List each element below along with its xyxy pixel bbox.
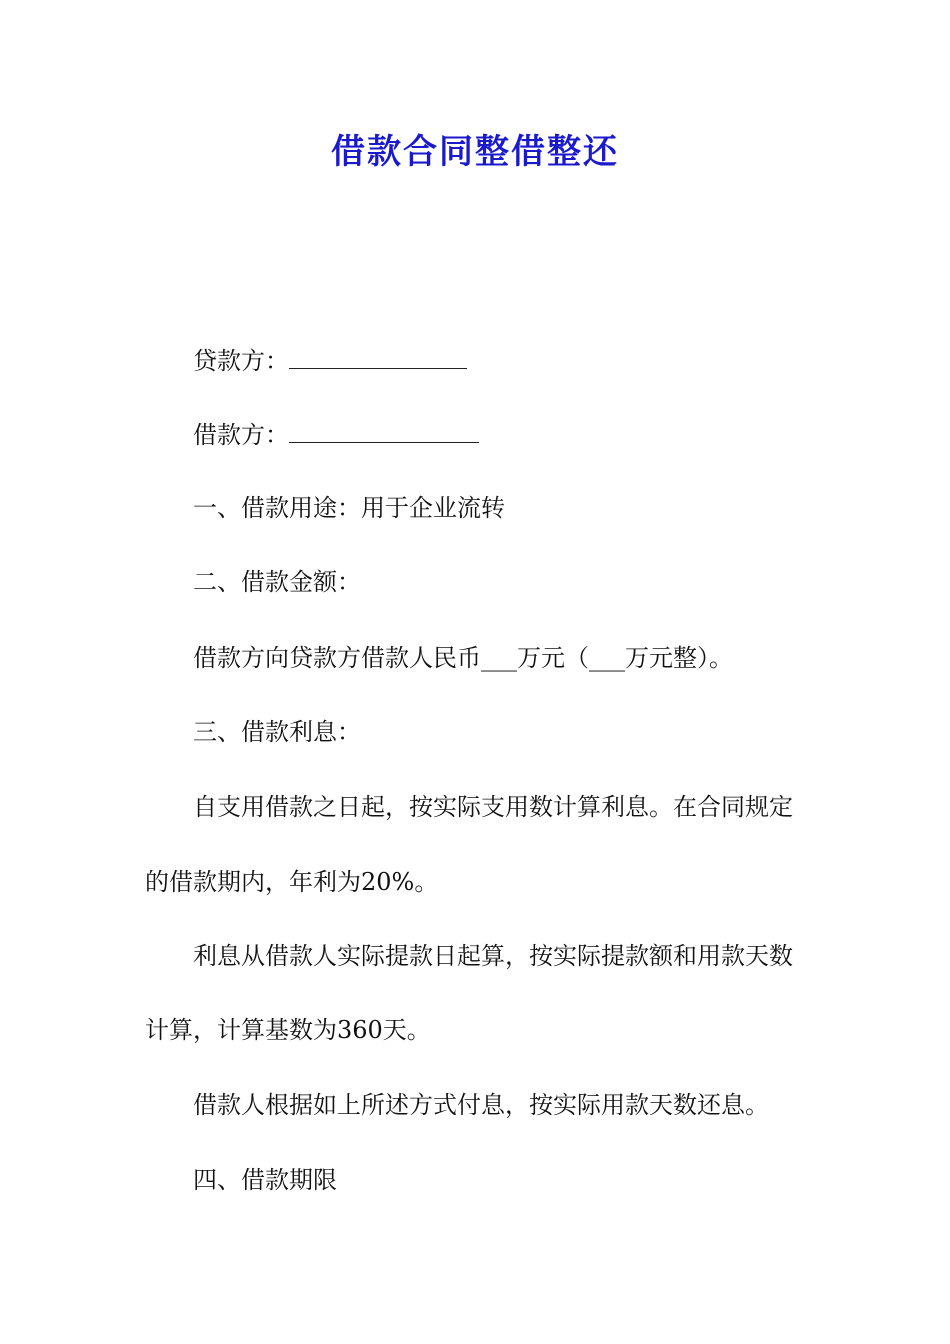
borrower-line [193,414,863,455]
borrower-label: 借款方： [193,421,289,449]
section-term-heading: 四、借款期限 [193,1166,337,1194]
document-title: 借款合同整借整还 [331,132,619,172]
amount-mid: 万元（ [517,644,589,672]
interest-paragraph-2-line-2: 计算，计算基数为360天。 [145,1016,431,1044]
amount-blank-words: ___ [589,644,625,672]
interest-paragraph-1-line-2: 的借款期内，年利为20%。 [145,868,439,896]
section-interest-heading: 三、借款利息： [193,718,361,746]
interest-paragraph-3: 借款人根据如上所述方式付息，按实际用款天数还息。 [193,1091,769,1119]
amount-suffix: 万元整）。 [625,644,733,672]
borrower-name-blank [289,414,479,443]
section-amount-heading: 二、借款金额： [193,568,361,596]
interest-paragraph-1-line-1: 自支用借款之日起，按实际支用数计算利息。在合同规定 [193,793,793,821]
lender-line [193,340,863,381]
lender-label: 贷款方： [193,347,289,375]
section-purpose: 一、借款用途：用于企业流转 [193,494,505,522]
amount-prefix: 借款方向贷款方借款人民币 [193,644,481,672]
interest-paragraph-2-line-1: 利息从借款人实际提款日起算，按实际提款额和用款天数 [193,942,793,970]
amount-blank-number: ___ [481,644,517,672]
amount-clause [193,638,863,678]
lender-name-blank [289,340,467,369]
